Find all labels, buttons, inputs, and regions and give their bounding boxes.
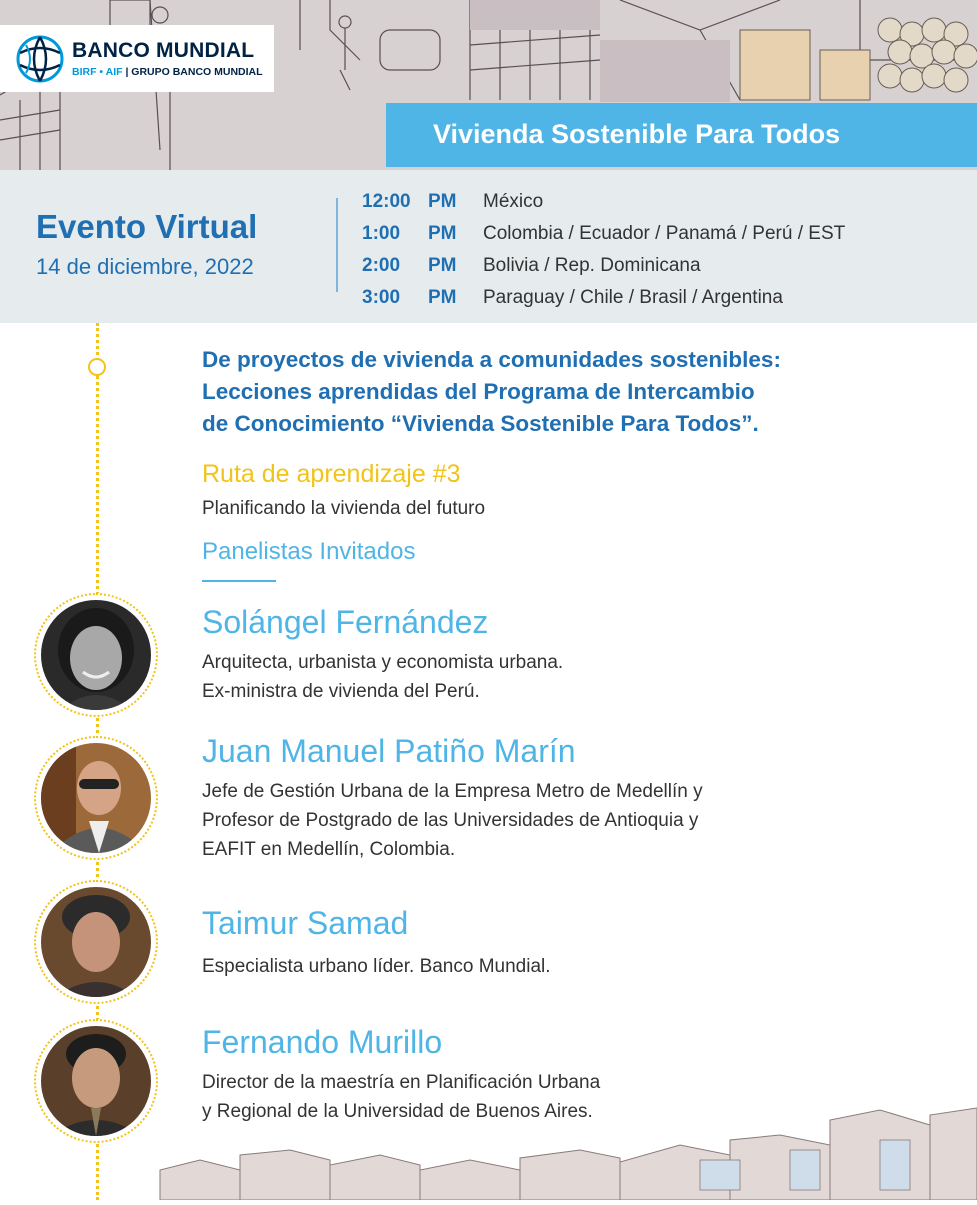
panelist-avatar [34, 880, 158, 1004]
logo-subtitle [72, 66, 263, 78]
event-date: 14 de diciembre, 2022 [36, 254, 254, 279]
desc-line: y Regional de la Universidad de Buenos Aires. [202, 1101, 593, 1122]
event-title: Evento Virtual [36, 208, 258, 245]
schedule-places: Colombia / Ecuador / Panamá / Perú / EST [483, 223, 846, 244]
logo-sub-a: BIRF • AIF [72, 66, 123, 78]
schedule-pm: PM [428, 287, 457, 308]
schedule-pm: PM [428, 255, 457, 276]
main-heading [202, 344, 922, 440]
route-subtitle: Planificando la vivienda del futuro [202, 498, 486, 519]
panelist-description [202, 952, 551, 981]
event-info-band [0, 170, 977, 323]
panelists-title: Panelistas Invitados [202, 538, 416, 565]
footer-city-illustration [0, 1100, 977, 1200]
schedule-time: 3:00 [362, 287, 401, 308]
schedule-time: 1:00 [362, 223, 401, 244]
world-bank-logo [0, 25, 274, 92]
schedule-time: 2:00 [362, 255, 401, 276]
panelist-photo [41, 743, 151, 853]
schedule-pm: PM [428, 191, 457, 212]
logo-name: BANCO MUNDIAL [72, 39, 255, 62]
panelist-name: Taimur Samad [202, 905, 409, 941]
banner-title-band [386, 103, 977, 167]
panelists-rule [202, 580, 276, 582]
schedule-places: Paraguay / Chile / Brasil / Argentina [483, 287, 783, 308]
logo-sub-b: | GRUPO BANCO MUNDIAL [125, 66, 263, 78]
heading-line: de Conocimiento “Vivienda Sostenible Para Todos”. [202, 411, 759, 436]
event-divider [336, 198, 338, 292]
schedule-pm: PM [428, 223, 457, 244]
desc-line: Arquitecta, urbanista y economista urbana. [202, 652, 564, 673]
panelist-description [202, 777, 703, 864]
schedule-places: México [483, 191, 544, 212]
panelist-photo [41, 600, 151, 710]
globe-icon [16, 35, 64, 83]
panelist-name: Solángel Fernández [202, 604, 489, 640]
desc-line: Profesor de Postgrado de las Universidades de Antioquia y [202, 810, 699, 831]
panelist-name: Fernando Murillo [202, 1024, 443, 1060]
panelist-avatar [34, 736, 158, 860]
panelist-photo [41, 887, 151, 997]
heading-line: Lecciones aprendidas del Programa de Intercambio [202, 379, 755, 404]
desc-line: EAFIT en Medellín, Colombia. [202, 839, 456, 860]
panelist-avatar [34, 593, 158, 717]
route-title: Ruta de aprendizaje #3 [202, 460, 461, 488]
heading-line: De proyectos de vivienda a comunidades sostenibles: [202, 347, 781, 372]
desc-line: Jefe de Gestión Urbana de la Empresa Metro de Medellín y [202, 781, 703, 802]
desc-line: Director de la maestría en Planificación Urbana [202, 1072, 601, 1093]
panelist-name: Juan Manuel Patiño Marín [202, 733, 576, 769]
desc-line: Especialista urbano líder. Banco Mundial. [202, 956, 551, 977]
banner-title: Vivienda Sostenible Para Todos [433, 119, 841, 149]
desc-line: Ex-ministra de vivienda del Perú. [202, 681, 480, 702]
schedule-time: 12:00 [362, 191, 411, 212]
timeline-node [88, 358, 106, 376]
schedule-places: Bolivia / Rep. Dominicana [483, 255, 701, 276]
panelist-description [202, 648, 563, 706]
